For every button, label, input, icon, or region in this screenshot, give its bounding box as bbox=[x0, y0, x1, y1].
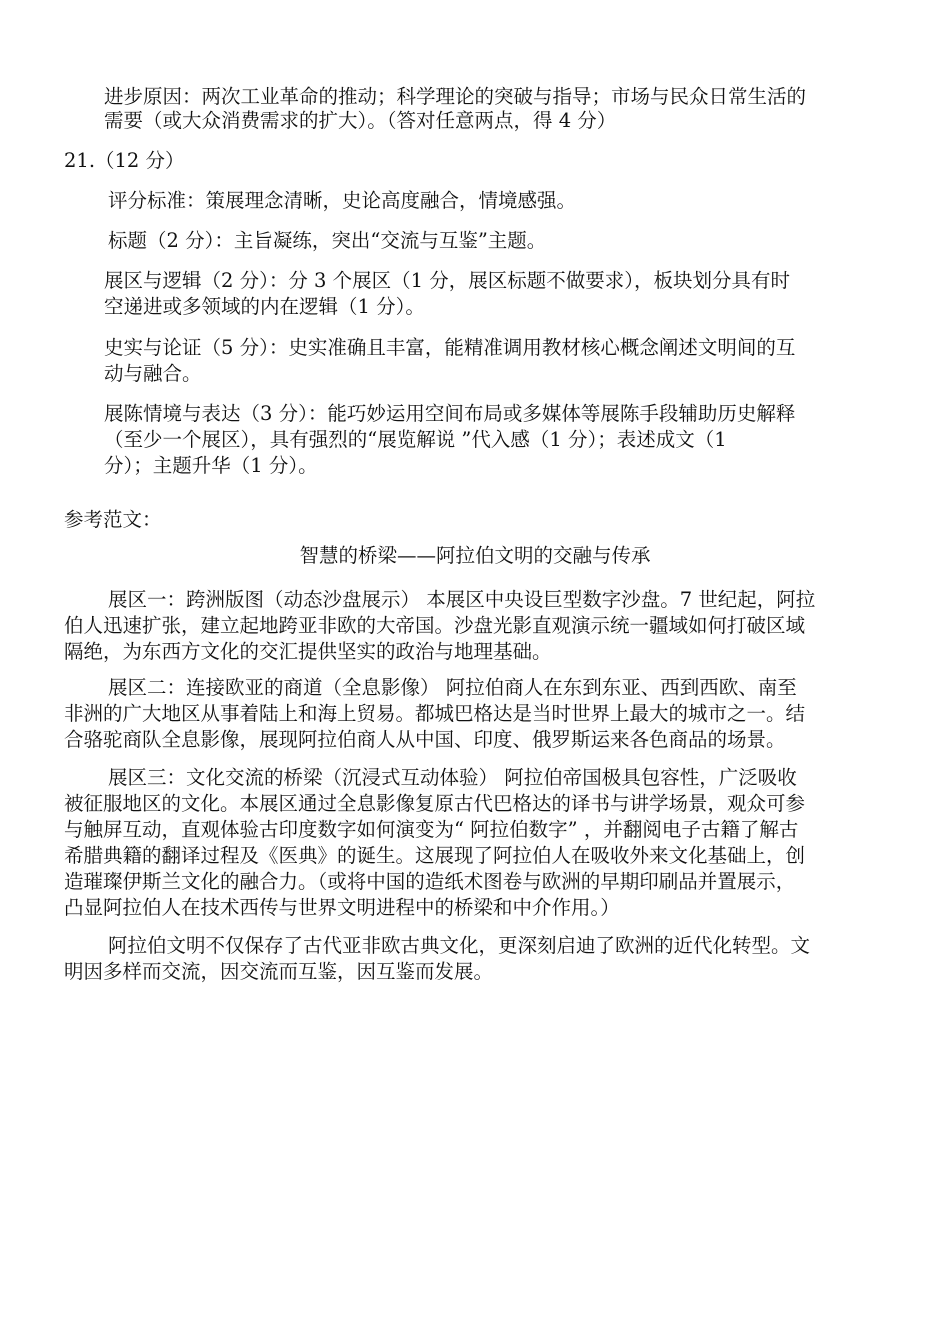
zone2-line-3: 合骆驼商队全息影像，展现阿拉伯商人从中国、印度、俄罗斯运来各色商品的场景。 bbox=[64, 728, 786, 751]
essay-title: 智慧的桥梁——阿拉伯文明的交融与传承 bbox=[299, 544, 651, 567]
conclusion-line-2: 明因多样而交流，因交流而互鉴，因互鉴而发展。 bbox=[64, 960, 494, 983]
zones-criterion-line-2: 空递进或多领域的内在逻辑（1 分）。 bbox=[104, 295, 425, 318]
display-criterion-line-2: （至少一个展区），具有强烈的“展览解说 ”代入感（1 分）；表述成文（1 bbox=[104, 428, 727, 451]
facts-criterion-line-1: 史实与论证（5 分）：史实准确且丰富，能精准调用教材核心概念阐述文明间的互 bbox=[104, 336, 796, 359]
title-criterion: 标题（2 分）：主旨凝练，突出“交流与互鉴”主题。 bbox=[108, 229, 547, 252]
zone3-line-1: 展区三：文化交流的桥梁（沉浸式互动体验） 阿拉伯帝国极具包容性，广泛吸收 bbox=[108, 766, 797, 789]
intro-line-2: 需要（或大众消费需求的扩大）。（答对任意两点，得 4 分） bbox=[104, 109, 617, 132]
zone3-line-3: 与触屏互动，直观体验古印度数字如何演变为“ 阿拉伯数字” ，并翻阅电子古籍了解古 bbox=[64, 818, 799, 841]
zone1-line-1: 展区一：跨洲版图（动态沙盘展示） 本展区中央设巨型数字沙盘。7 世纪起，阿拉 bbox=[108, 588, 816, 611]
zone1-line-3: 隔绝，为东西方文化的交汇提供坚实的政治与地理基础。 bbox=[64, 640, 552, 663]
facts-criterion-line-2: 动与融合。 bbox=[104, 362, 202, 385]
intro-line-1: 进步原因：两次工业革命的推动；科学理论的突破与指导；市场与民众日常生活的 bbox=[104, 85, 807, 108]
display-criterion-line-3: 分）；主题升华（1 分）。 bbox=[104, 454, 318, 477]
conclusion-line-1: 阿拉伯文明不仅保存了古代亚非欧古典文化，更深刻启迪了欧洲的近代化转型。文 bbox=[108, 934, 811, 957]
display-criterion-line-1: 展陈情境与表达（3 分）：能巧妙运用空间布局或多媒体等展陈手段辅助历史解释 bbox=[104, 402, 796, 425]
zone3-line-4: 希腊典籍的翻译过程及《医典》的诞生。这展现了阿拉伯人在吸收外来文化基础上，创 bbox=[64, 844, 806, 867]
zone1-line-2: 伯人迅速扩张，建立起地跨亚非欧的大帝国。沙盘光影直观演示统一疆域如何打破区域 bbox=[64, 614, 806, 637]
zone3-line-6: 凸显阿拉伯人在技术西传与世界文明进程中的桥梁和中介作用。） bbox=[64, 896, 620, 919]
zone2-line-1: 展区二：连接欧亚的商道（全息影像） 阿拉伯商人在东到东亚、西到西欧、南至 bbox=[108, 676, 797, 699]
zone3-line-5: 造璀璨伊斯兰文化的融合力。（或将中国的造纸术图卷与欧洲的早期印刷品并置展示， bbox=[64, 870, 796, 893]
question-number-header: 21.（12 分） bbox=[64, 149, 185, 172]
zones-criterion-line-1: 展区与逻辑（2 分）：分 3 个展区（1 分，展区标题不做要求），板块划分具有时 bbox=[104, 269, 791, 292]
scoring-standard: 评分标准：策展理念清晰，史论高度融合，情境感强。 bbox=[108, 189, 577, 212]
reference-essay-label: 参考范文： bbox=[64, 508, 162, 531]
zone3-line-2: 被征服地区的文化。本展区通过全息影像复原古代巴格达的译书与讲学场景，观众可参 bbox=[64, 792, 806, 815]
zone2-line-2: 非洲的广大地区从事着陆上和海上贸易。都城巴格达是当时世界上最大的城市之一。结 bbox=[64, 702, 806, 725]
